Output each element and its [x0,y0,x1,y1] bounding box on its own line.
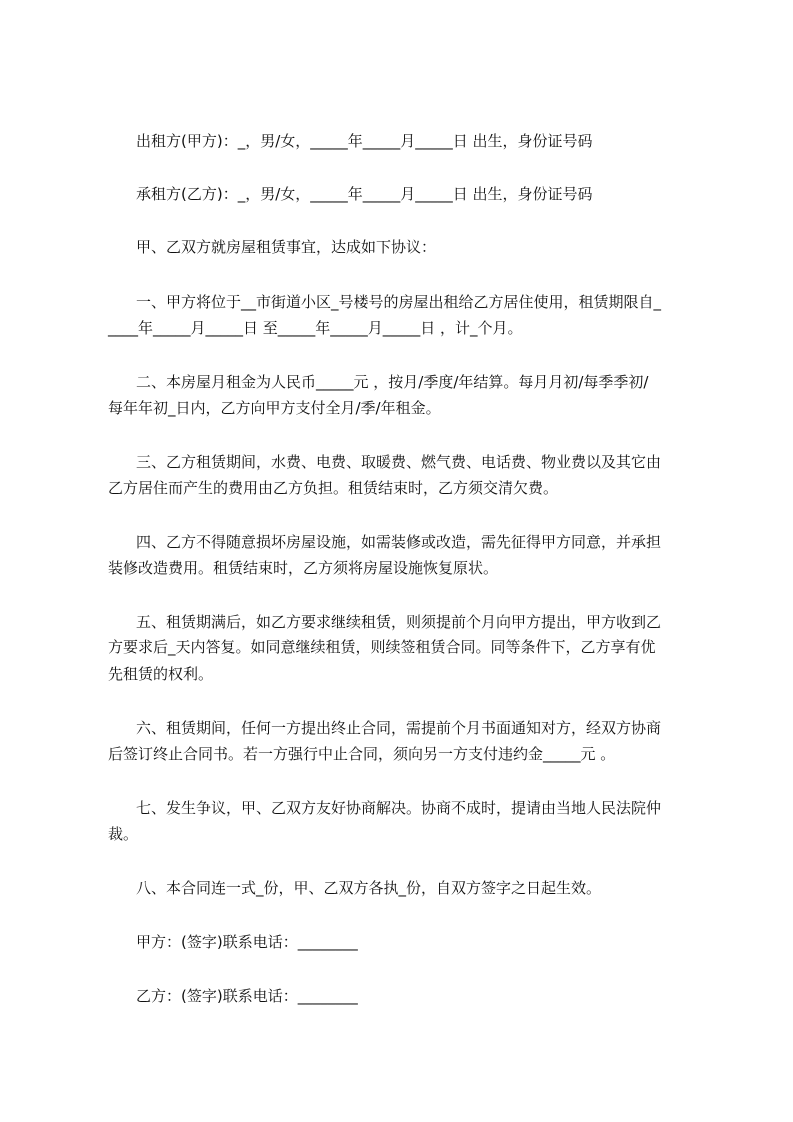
agreement-intro: 甲、乙双方就房屋租赁事宜，达成如下协议： [136,238,437,256]
clause-2-line-2: 每年年初_日内，乙方向甲方支付全月/季/年租金。 [108,399,441,417]
clause-7-line-2: 裁。 [108,825,139,843]
clause-8-line-1: 八、本合同连一式_份，甲、乙双方各执_份，自双方签字之日起生效。 [136,879,602,897]
clause-3-line-1: 三、乙方租赁期间，水费、电费、取暖费、燃气费、电话费、物业费以及其它由 [136,453,662,471]
signature-party-a: 甲方：(签字)联系电话：________ [136,933,358,951]
signature-party-b: 乙方：(签字)联系电话：________ [136,987,358,1005]
clause-5-line-1: 五、租赁期满后，如乙方要求继续租赁，则须提前个月向甲方提出，甲方收到乙 [136,613,662,631]
clause-1-line-2: ____年_____月_____日 至_____年_____月_____日 ，计_个月。 [108,319,523,337]
clause-5-line-3: 先租赁的权利。 [108,665,214,683]
lessee-info-line: 承租方(乙方)：_，男/女，_____年_____月_____日 出生，身份证号码 [136,185,593,203]
clause-3-line-2: 乙方居住而产生的费用由乙方负担。租赁结束时，乙方须交清欠费。 [108,479,559,497]
clause-1-line-1: 一、甲方将位于__市街道小区_号楼号的房屋出租给乙方居住使用，租赁期限自_ [136,293,662,311]
clause-6-line-1: 六、租赁期间，任何一方提出终止合同，需提前个月书面通知对方，经双方协商 [136,719,662,737]
clause-5-line-2: 方要求后_天内答复。如同意继续租赁，则续签租赁合同。同等条件下，乙方享有优 [108,638,656,656]
clause-4-line-2: 装修改造费用。租赁结束时，乙方须将房屋设施恢复原状。 [108,559,499,577]
clause-2-line-1: 二、本房屋月租金为人民币_____元 ，按月/季度/年结算。每月月初/每季季初/ [136,373,649,391]
clause-4-line-1: 四、乙方不得随意损坏房屋设施，如需装修或改造，需先征得甲方同意，并承担 [136,533,662,551]
lessor-info-line: 出租方(甲方)：_，男/女，_____年_____月_____日 出生，身份证号码 [136,132,593,150]
clause-6-line-2: 后签订终止合同书。若一方强行中止合同，须向另一方支付违约金_____元 。 [108,745,616,763]
clause-7-line-1: 七、发生争议，甲、乙双方友好协商解决。协商不成时，提请由当地人民法院仲 [136,799,662,817]
